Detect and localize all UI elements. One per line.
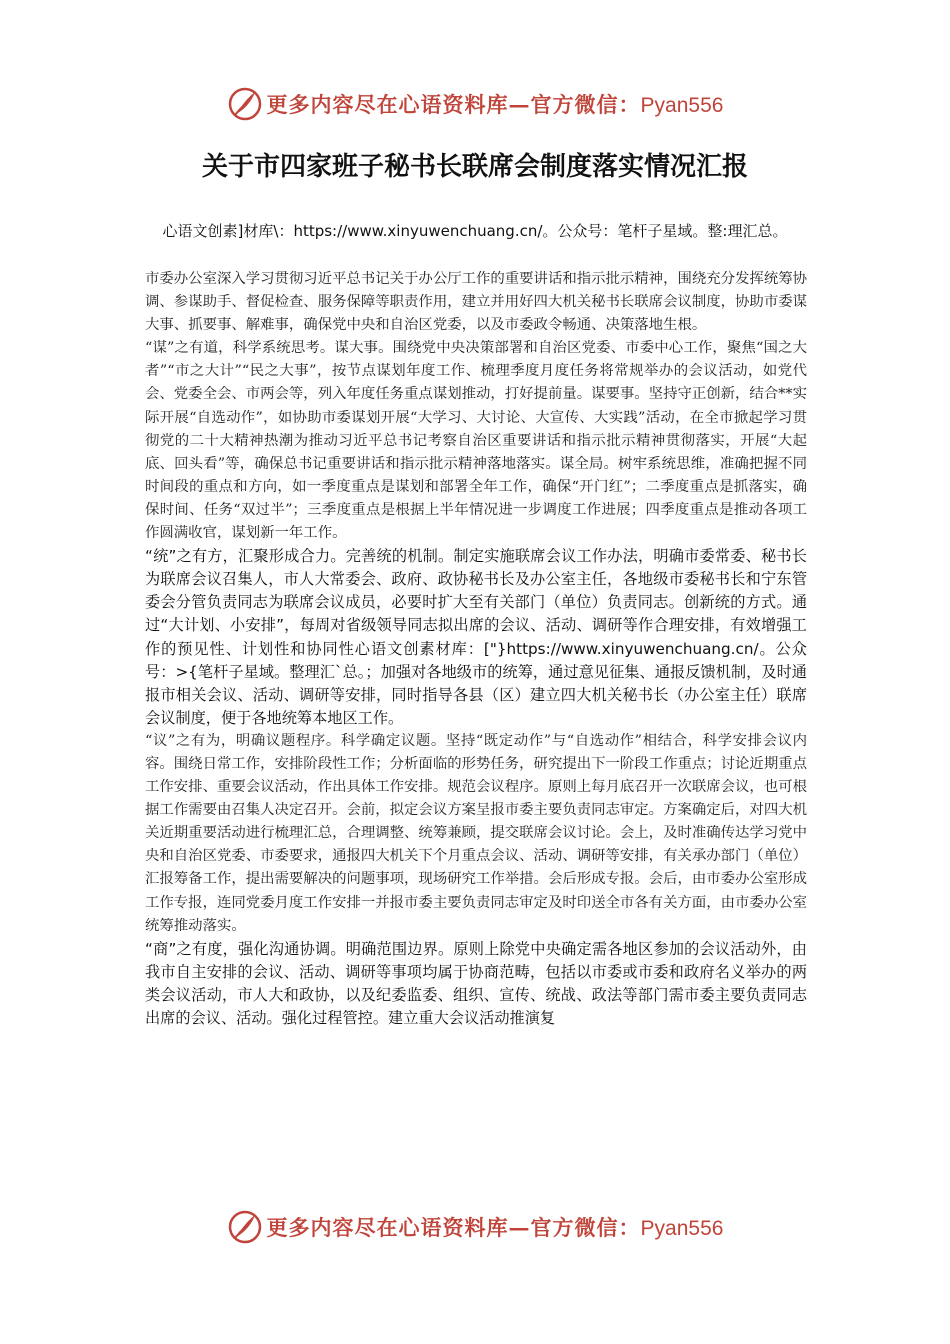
quill-logo-icon [227, 86, 263, 122]
quill-logo-icon [227, 1209, 263, 1245]
source-line: 心语文创素]材库\：https://www.xinyuwenchuang.cn/。公众号：笔杆子星域。整:理汇总。 [162, 222, 788, 240]
wechat-id: Pyan556 [640, 94, 724, 117]
paragraph-yi: “议”之有为，明确议题程序。科学确定议题。坚持“既定动作”与“自选动作”相结合，科学安排会议内容。围绕日常工作，安排阶段性工作；分析面临的形势任务，研究提出下一阶段工作重点；讨论近期重点工作安排、重要会议活动，作出具体工作安排。规范会议程序。原则上每月底召开一次联席会议，也可根据工作需要由召集人决定召开。会前，拟定会议方案呈报市委主要负责同志审定。方案确定后，对四大机关近期重要活动进行梳理汇总，合理调整、统筹兼顾，提交联席会议讨论。会上，及时准确传达学习党中央和自治区党委、市委要求，通报四大机关下个月重点会议、活动、调研等安排，有关承办部门（单位）汇报筹备工作，提出需要解决的问题事项，现场研究工作举措。会后形成专报。会后，由市委办公室形成工作专报，连同党委月度工作安排一并报市委主要负责同志审定及时印送全市各有关方面，由市委办公室统筹推动落实。 [145, 732, 807, 934]
wechat-id: Pyan556 [640, 1217, 724, 1240]
document-body [145, 268, 807, 1030]
paragraph-intro: 市委办公室深入学习贯彻习近平总书记关于办公厅工作的重要讲话和指示批示精神，围绕充分发挥统筹协调、参谋助手、督促检查、服务保障等职责作用，建立并用好四大机关秘书长联席会议制度，协助市委谋大事、抓要事、解难事，确保党中央和自治区党委，以及市委政令畅通、决策落地生根。 [145, 271, 807, 334]
banner-text: 更多内容尽在心语资料库—官方微信：Pyan556 [266, 1215, 724, 1240]
paragraph-tong: “统”之有方，汇聚形成合力。完善统的机制。制定实施联席会议工作办法，明确市委常委、秘书长为联席会议召集人，市人大常委会、政府、政协秘书长及办公室主任，各地级市委秘书长和宁东管委会分管负责同志为联席会议成员，必要时扩大至有关部门（单位）负责同志。创新统的方式。通过“大计划、小安排”，每周对省级领导同志拟出席的会议、活动、调研等作合理安排，有效增强工作的预见性、计划性和协同性心语文创素材库：["}https://www.xinyuwenchuang.cn/。公众号：>{笔杆子星域。整理汇`总。；加强对各地级市的统筹，通过意见征集、通报反馈机制，及时通报市相关会议、活动、调研等安排，同时指导各县（区）建立四大机关秘书长（办公室主任）联席会议制度，便于各地统筹本地区工作。 [145, 547, 807, 727]
paragraph-mou: “谋”之有道，科学系统思考。谋大事。围绕党中央决策部署和自治区党委、市委中心工作，聚焦“国之大者”“市之大计”“民之大事”，按节点谋划年度工作、梳理季度月度任务将常规举办的会议活动，如党代会、党委全会、市两会等，列入年度任务重点谋划推动，打好提前量。谋要事。坚持守正创新，结合**实际开展“自选动作”，如协助市委谋划开展“大学习、大讨论、大宣传、大实践”活动，在全市掀起学习贯彻党的二十大精神热潮为推动习近平总书记考察自治区重要讲话和指示批示精神贯彻落实，开展“大起底、回头看”等，确保总书记重要讲话和指示批示精神落地落实。谋全局。树牢系统思维，准确把握不同时间段的重点和方向，如一季度重点是谋划和部署全年工作，确保“开门红”；二季度重点是抓落实，确保时间、任务“双过半”；三季度重点是根据上半年情况进一步调度工作进展；四季度重点是推动各项工作圆满收官，谋划新一年工作。 [145, 340, 807, 542]
footer-banner [0, 1205, 950, 1249]
page-title: 关于市四家班子秘书长联席会制度落实情况汇报 [201, 152, 748, 182]
paragraph-shang: “商”之有度，强化沟通协调。明确范围边界。原则上除党中央确定需各地区参加的会议活动外，由我市自主安排的会议、活动、调研等事项均属于协商范畴，包括以市委或市委和政府名义举办的两类会议活动，市人大和政协，以及纪委监委、组织、宣传、统战、政法等部门需市委主要负责同志出席的会议、活动。强化过程管控。建立重大会议活动推演复 [145, 939, 807, 1027]
banner-text: 更多内容尽在心语资料库—官方微信：Pyan556 [266, 92, 724, 117]
header-banner [0, 82, 950, 126]
